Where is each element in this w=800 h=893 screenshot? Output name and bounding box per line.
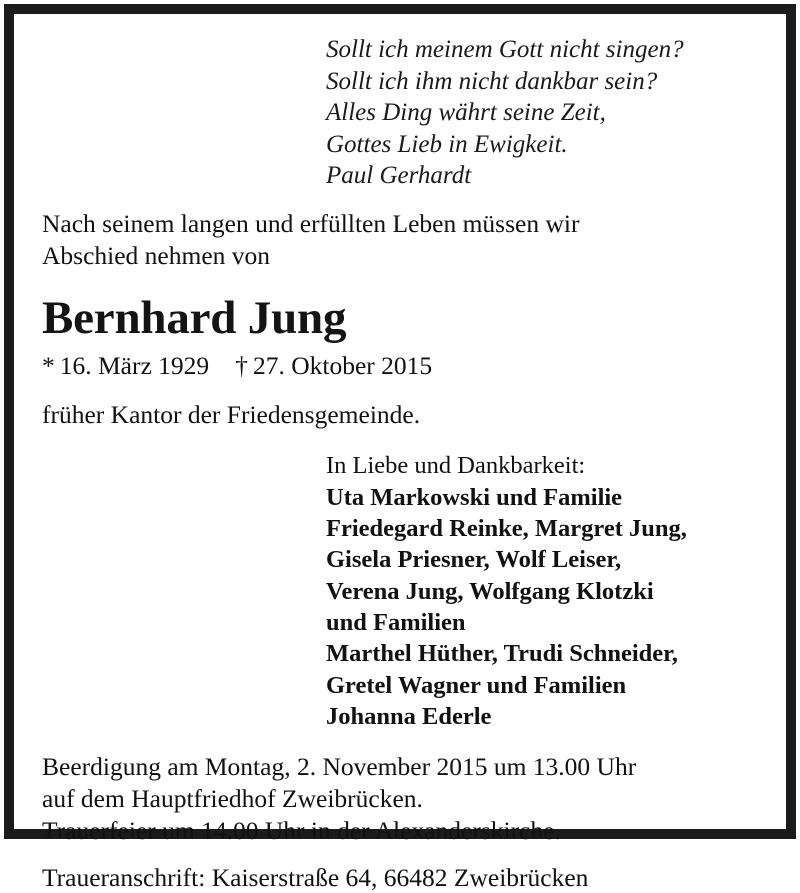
memorial-service-line: Trauerfeier um 14.00 Uhr in der Alexanderskirche. [42, 815, 561, 845]
death-cross-icon: † [235, 351, 248, 381]
life-dates [42, 351, 764, 382]
mourner-line: Gisela Priesner, Wolf Leiser, [326, 546, 622, 574]
verse-line-4: Gottes Lieb in Ewigkeit. [326, 130, 568, 158]
birth-star-icon: * [42, 351, 55, 381]
mourner-line: Johanna Ederle [326, 703, 492, 731]
mourner-line: Marthel Hüther, Trudi Schneider, [326, 640, 678, 668]
verse-attribution: Paul Gerhardt [326, 162, 472, 189]
intro-text [42, 208, 764, 272]
condolence-address: Traueranschrift: Kaiserstraße 64, 66482 Zweibrücken [42, 862, 589, 892]
mourners-lead: In Liebe und Dankbarkeit: [326, 452, 586, 480]
memorial-verse [326, 34, 764, 192]
intro-line-1: Nach seinem langen und erfüllten Leben müssen wir [42, 208, 580, 238]
mourners-block [326, 450, 764, 732]
burial-line-1: Beerdigung am Montag, 2. November 2015 um 13.00 Uhr [42, 751, 637, 781]
mourner-line: Gretel Wagner und Familien [326, 671, 627, 699]
verse-line-2: Sollt ich ihm nicht dankbar sein? [326, 67, 658, 95]
intro-line-2: Abschied nehmen von [42, 240, 271, 270]
mourners-names [326, 482, 764, 733]
verse-line-3: Alles Ding währt seine Zeit, [326, 99, 606, 126]
death-date: 27. Oktober 2015 [252, 351, 433, 381]
verse-line-1: Sollt ich meinem Gott nicht singen? [326, 36, 684, 63]
notice-content [14, 14, 786, 892]
mourner-line: Friedegard Reinke, Margret Jung, [326, 515, 687, 542]
burial-line-2: auf dem Hauptfriedhof Zweibrücken. [42, 783, 423, 813]
birth-date-group [42, 351, 209, 380]
death-date-group [235, 351, 432, 380]
funeral-arrangements [42, 751, 764, 847]
mourner-line: Verena Jung, Wolfgang Klotzki [326, 577, 654, 605]
birth-date: 16. März 1929 [59, 351, 210, 381]
deceased-role: früher Kantor der Friedensgemeinde. [42, 399, 421, 429]
deceased-name: Bernhard Jung [42, 291, 347, 344]
mourner-line: und Familien [326, 609, 466, 637]
mourner-line: Uta Markowski und Familie [326, 483, 623, 511]
